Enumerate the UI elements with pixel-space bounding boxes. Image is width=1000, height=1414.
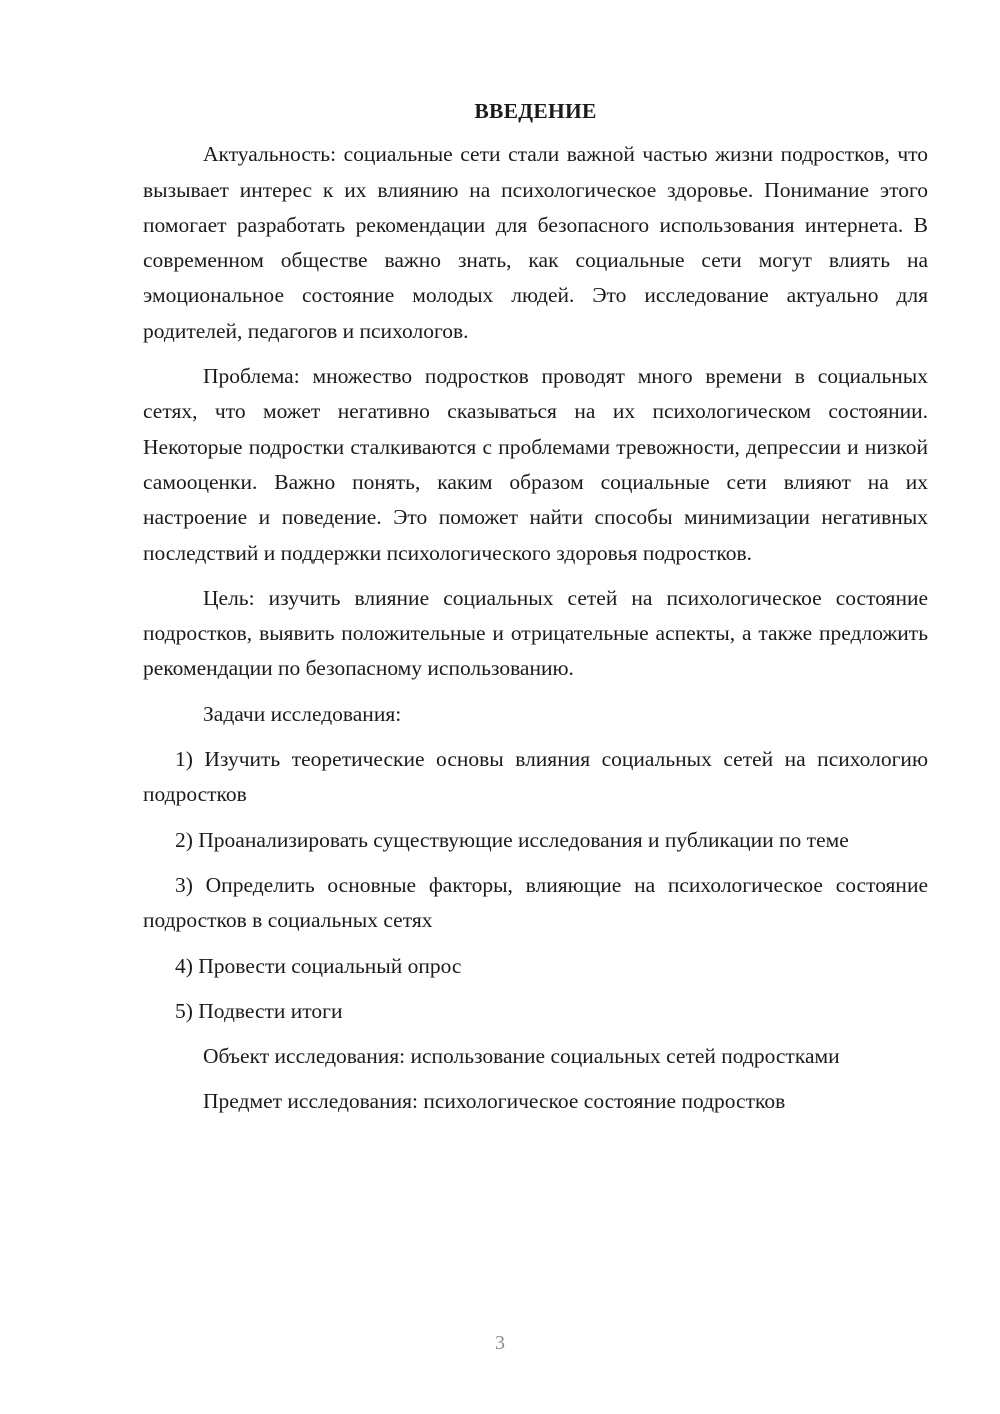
task-item-4: 4) Провести социальный опрос — [175, 953, 462, 978]
page-content — [143, 94, 928, 1130]
tasks-heading: Задачи исследования: — [203, 701, 402, 726]
goal-paragraph: Цель: изучить влияние социальных сетей на психологическое состояние подростков, выявить положительные и отрицательные аспекты, а также предложить рекомендации по безопасному использованию. — [143, 585, 928, 681]
section-title: ВВЕДЕНИЕ — [474, 99, 597, 123]
task-item-3: 3) Определить основные факторы, влияющие на психологическое состояние подростков в социальных сетях — [143, 872, 928, 933]
problem-paragraph: Проблема: множество подростков проводят много времени в социальных сетях, что может негативно сказываться на их психологическом состоянии. Некоторые подростки сталкиваются с проблемами тревожности, депрессии и низкой самооценки. Важно понять, каким образом социальные сети влияют на их настроение и поведение. Это поможет найти способы минимизации негативных последствий и поддержки психологического здоровья подростков. — [143, 364, 928, 565]
page-number: 3 — [495, 1332, 505, 1354]
task-item-2: 2) Проанализировать существующие исследования и публикации по теме — [175, 827, 849, 852]
research-object-paragraph: Объект исследования: использование социальных сетей подростками — [203, 1044, 840, 1069]
task-item-5: 5) Подвести итоги — [175, 998, 343, 1023]
task-item-1: 1) Изучить теоретические основы влияния социальных сетей на психологию подростков — [143, 747, 928, 807]
research-subject-paragraph: Предмет исследования: психологическое состояние подростков — [203, 1089, 786, 1114]
relevance-paragraph: Актуальность: социальные сети стали важной частью жизни подростков, что вызывает интерес к их влиянию на психологическое здоровье. Понимание этого помогает разработать рекомендации для безопасного использования интернета. В современном обществе важно знать, как социальные сети могут влиять на эмоциональное состояние молодых людей. Это исследование актуально для родителей, педагогов и психологов. — [143, 142, 928, 343]
